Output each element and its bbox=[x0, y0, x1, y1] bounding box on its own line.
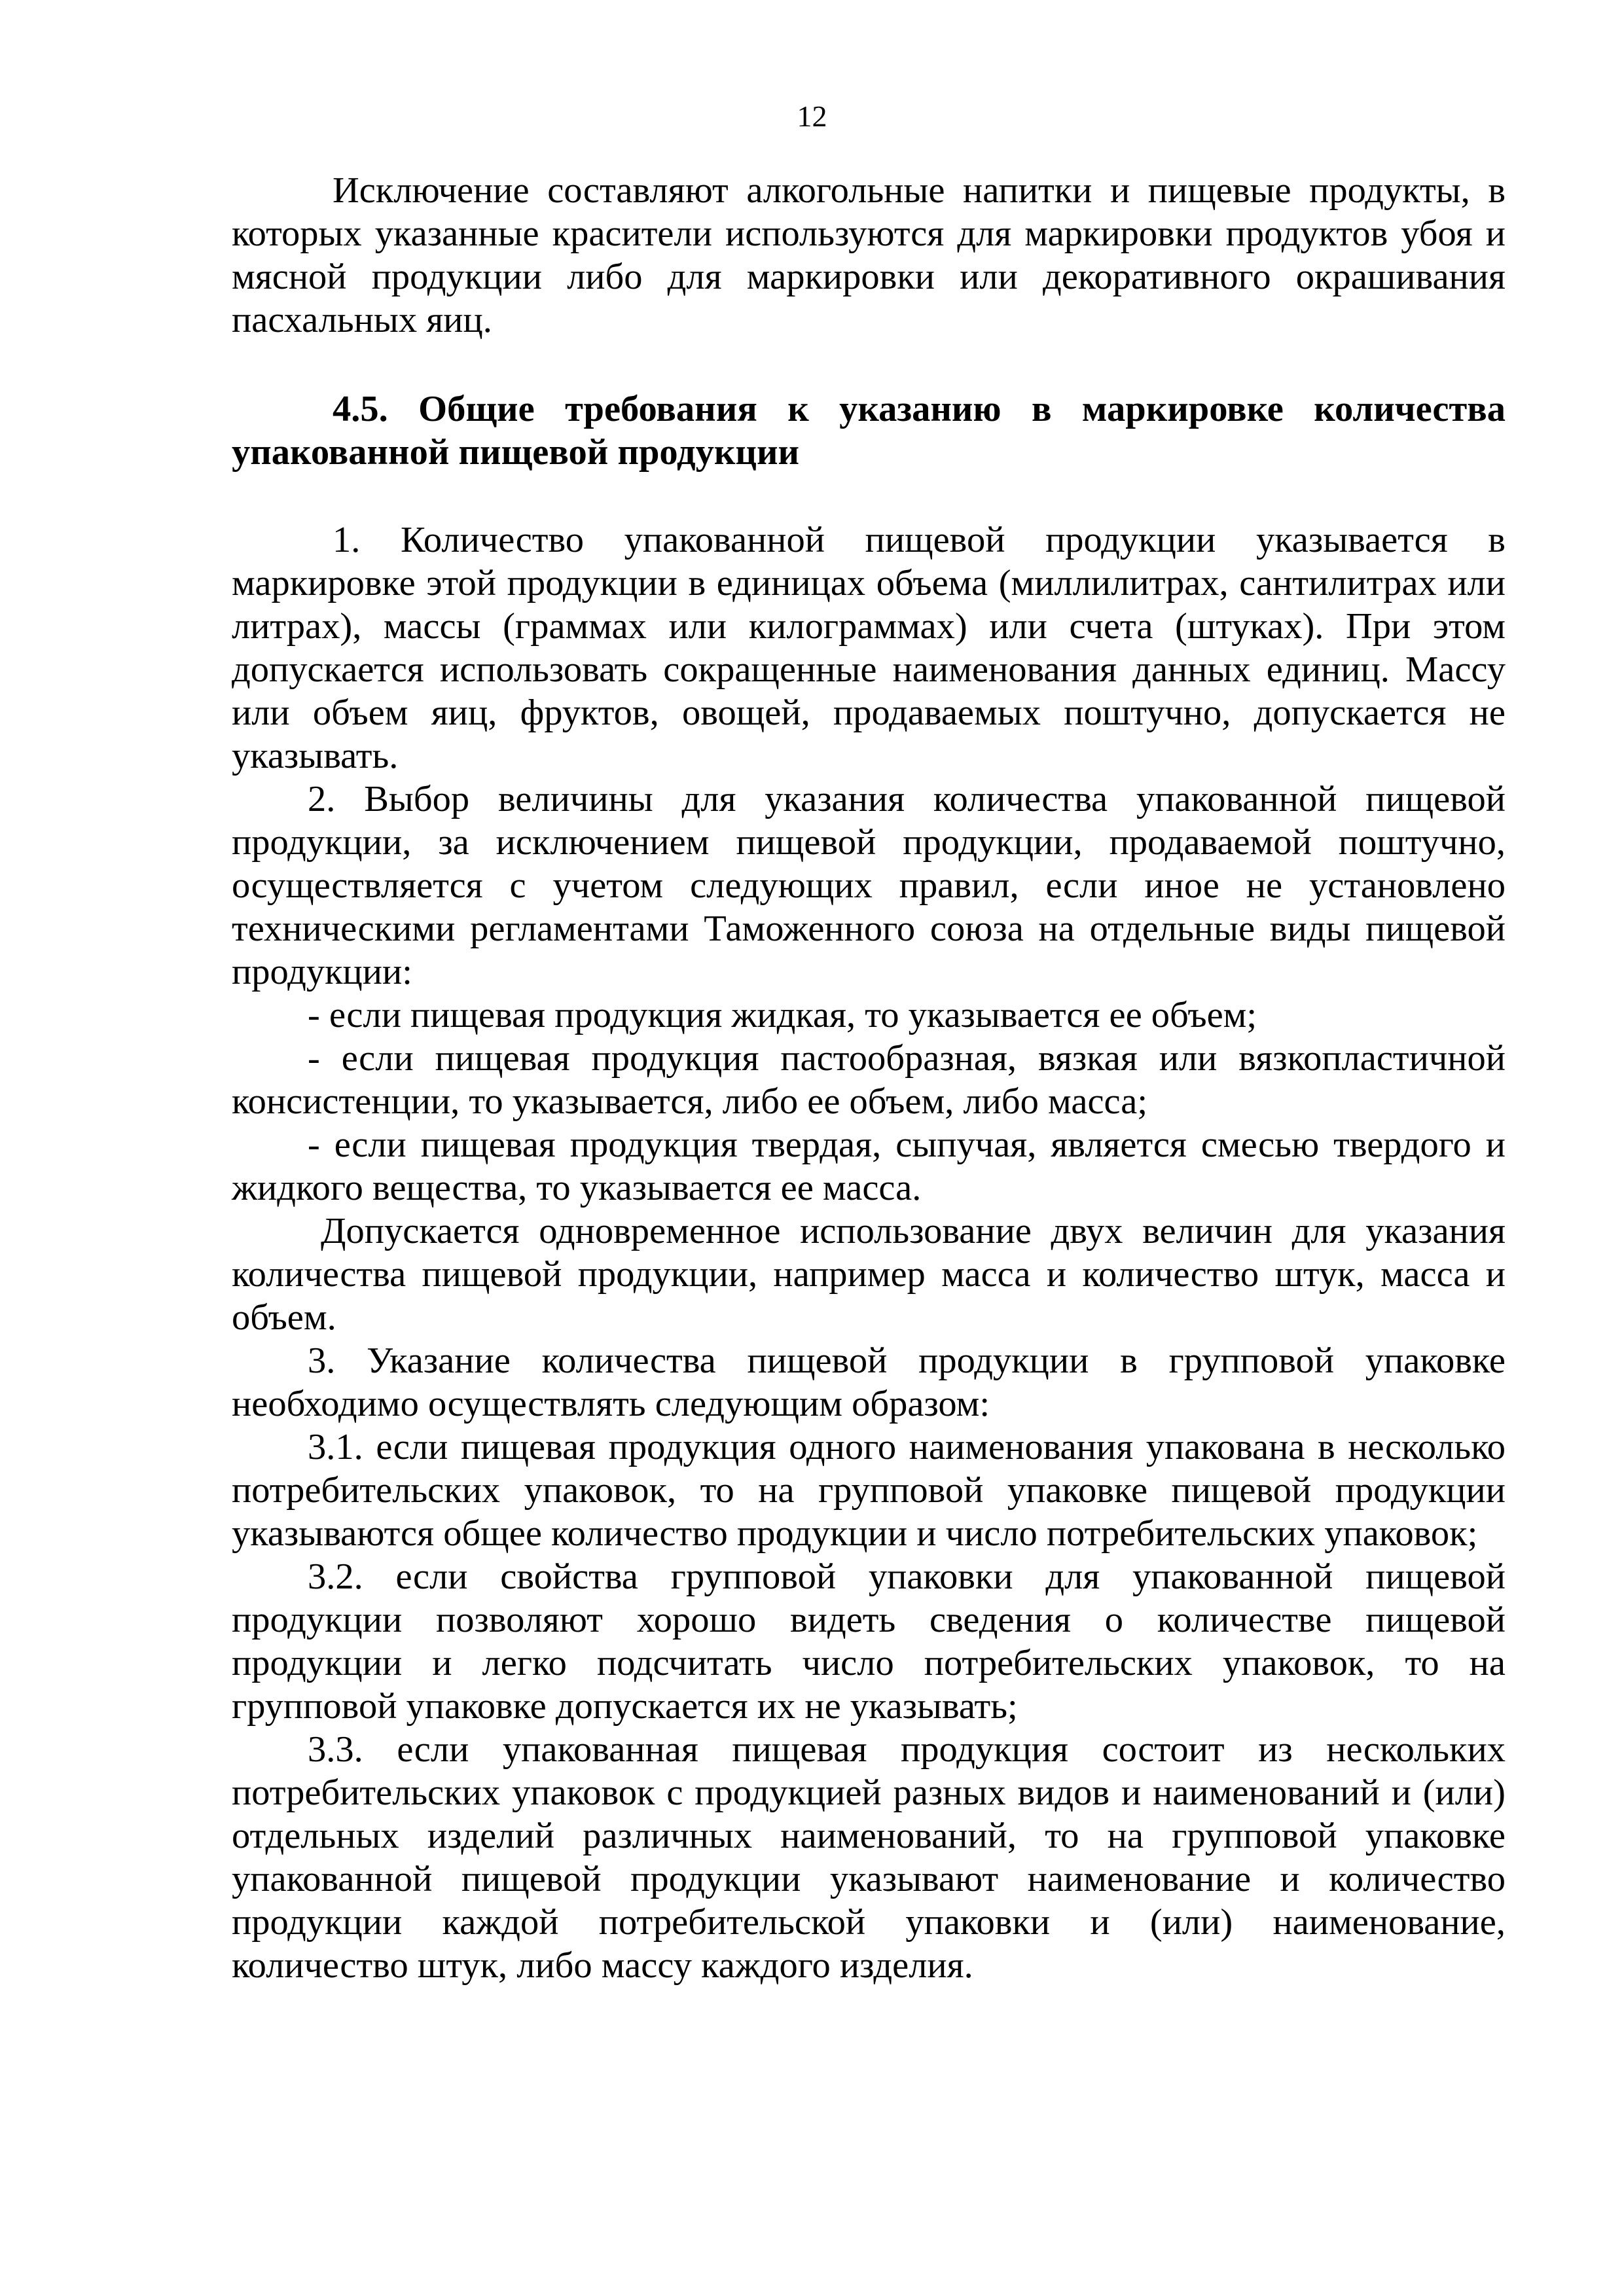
item-2-paragraph: 2. Выбор величины для указания количества упакованной пищевой продукции, за исключением пищевой продукции, продаваемой поштучно, осуществляется с учетом следующих правил, если иное не установлено техническими регламентами Таможенного союза на отдельные виды пищевой продукции: bbox=[232, 779, 1506, 992]
intro-paragraph: Исключение составляют алкогольные напитки и пищевые продукты, в которых указанные красители используются для маркировки продуктов убоя и мясной продукции либо для маркировки или декоративного окрашивания пасхальных яиц. bbox=[232, 170, 1506, 340]
item-3-3-paragraph: 3.3. если упакованная пищевая продукция состоит из нескольких потребительских упаковок с продукцией разных видов и наименований и (или) отдельных изделий различных наименований, то на групповой упаковке упакованной пищевой продукции указывают наименование и количество продукции каждой потребительской упаковки и (или) наименование, количество штук, либо массу каждого изделия. bbox=[232, 1729, 1506, 1986]
item-3-1-paragraph: 3.1. если пищевая продукция одного наименования упакована в несколько потребительских упаковок, то на групповой упаковке пищевой продукции указываются общее количество продукции и число потребительских упаковок; bbox=[232, 1427, 1506, 1554]
bullet-solid: - если пищевая продукция твердая, сыпучая, является смесью твердого и жидкого вещества, то указывается ее масса. bbox=[232, 1124, 1506, 1208]
section-heading: 4.5. Общие требования к указанию в маркировке количества упакованной пищевой продукции bbox=[232, 389, 1506, 473]
document-body bbox=[232, 169, 1506, 1987]
page-number: 12 bbox=[797, 99, 827, 133]
item-1-paragraph: 1. Количество упакованной пищевой продукции указывается в маркировке этой продукции в единицах объема (миллилитрах, сантилитрах или литрах), массы (граммах или килограммах) или счета (штуках). При этом допускается использовать сокращенные наименования данных единиц. Массу или объем яиц, фруктов, овощей, продаваемых поштучно, допускается не указывать. bbox=[232, 520, 1506, 776]
bullet-liquid: - если пищевая продукция жидкая, то указывается ее объем; bbox=[308, 995, 1257, 1035]
note-paragraph: Допускается одновременное использование двух величин для указания количества пищевой продукции, например масса и количество штук, масса и объем. bbox=[232, 1211, 1506, 1338]
bullet-paste: - если пищевая продукция пастообразная, вязкая или вязкопластичной консистенции, то указывается, либо ее объем, либо масса; bbox=[232, 1038, 1506, 1122]
item-3-2-paragraph: 3.2. если свойства групповой упаковки для упакованной пищевой продукции позволяют хорошо видеть сведения о количестве пищевой продукции и легко подсчитать число потребительских упаковок, то на групповой упаковке допускается их не указывать; bbox=[232, 1556, 1506, 1727]
item-3-paragraph: 3. Указание количества пищевой продукции в групповой упаковке необходимо осуществлять следующим образом: bbox=[232, 1340, 1506, 1424]
